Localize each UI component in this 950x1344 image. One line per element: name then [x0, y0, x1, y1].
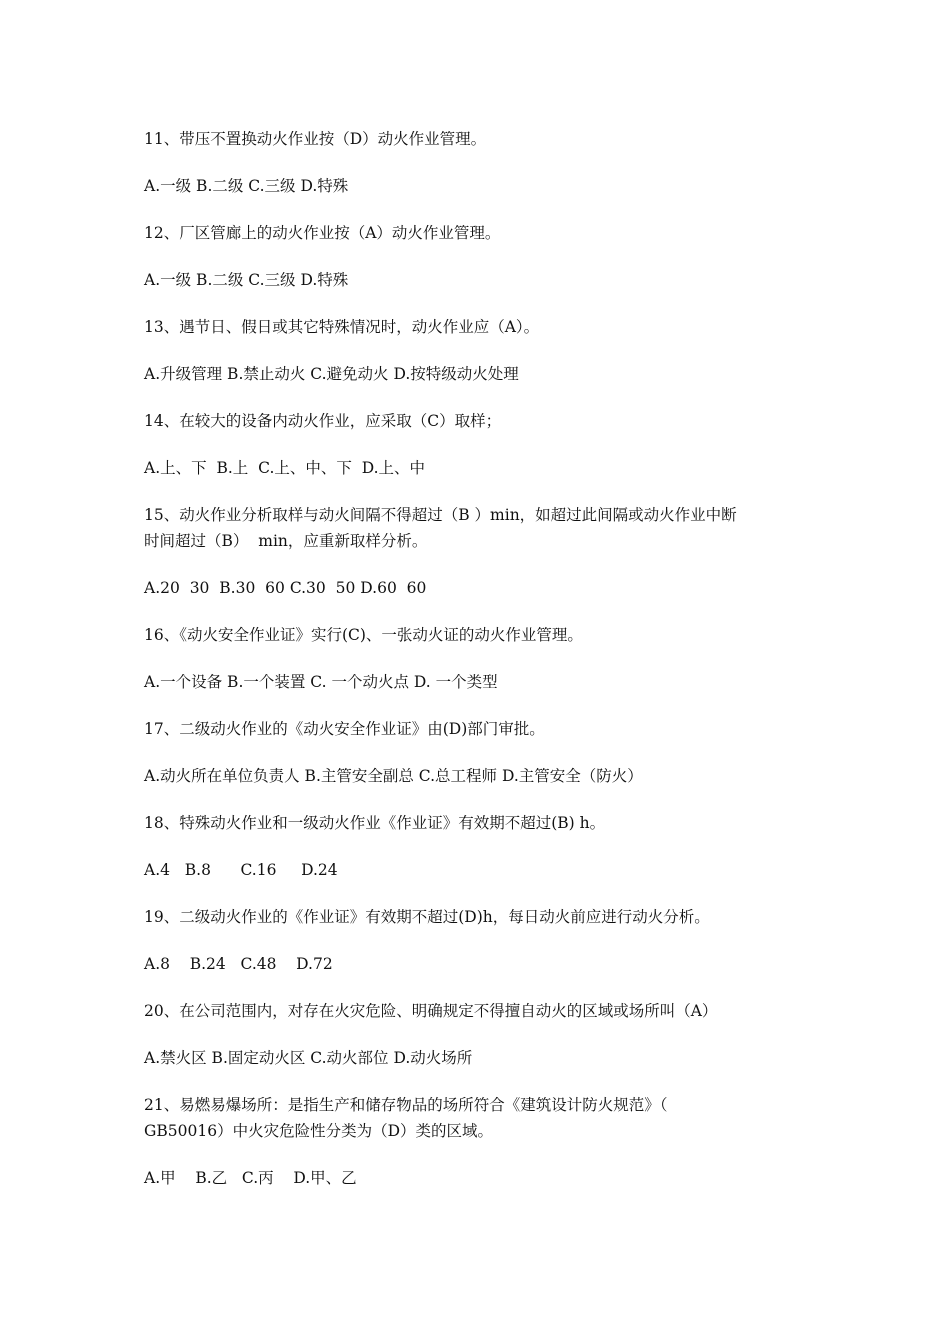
options-18: A.4 B.8 C.16 D.24: [144, 861, 338, 879]
question-20: 20、在公司范围内，对存在火灾危险、明确规定不得擅自动火的区域或场所叫（A）: [144, 1002, 718, 1020]
question-19: 19、二级动火作业的《作业证》有效期不超过(D)h，每日动火前应进行动火分析。: [144, 908, 710, 926]
options-17: A.动火所在单位负责人 B.主管安全副总 C.总工程师 D.主管安全（防火）: [144, 767, 643, 785]
options-14: A.上、下 B.上 C.上、中、下 D.上、中: [144, 459, 426, 477]
question-17: 17、二级动火作业的《动火安全作业证》由(D)部门审批。: [144, 720, 545, 738]
question-15: 15、动火作业分析取样与动火间隔不得超过（B ）min，如超过此间隔或动火作业中断 时间超过（B） min，应重新取样分析。: [144, 506, 737, 550]
question-14: 14、在较大的设备内动火作业，应采取（C）取样；: [144, 412, 502, 430]
options-15: A.20 30 B.30 60 C.30 50 D.60 60: [144, 579, 427, 597]
options-12: A.一级 B.二级 C.三级 D.特殊: [144, 271, 349, 289]
question-12: 12、厂区管廊上的动火作业按（A）动火作业管理。: [144, 224, 501, 242]
question-16: 16、《动火安全作业证》实行(C)、一张动火证的动火作业管理。: [144, 626, 583, 644]
question-21: 21、易燃易爆场所：是指生产和储存物品的场所符合《建筑设计防火规范》（ GB50016）中火灾危险性分类为（D）类的区域。: [144, 1096, 668, 1140]
document-body: [144, 126, 816, 1212]
options-16: A.一个设备 B.一个装置 C. 一个动火点 D. 一个类型: [144, 673, 498, 691]
options-13: A.升级管理 B.禁止动火 C.避免动火 D.按特级动火处理: [144, 365, 519, 383]
options-20: A.禁火区 B.固定动火区 C.动火部位 D.动火场所: [144, 1049, 473, 1067]
question-13: 13、遇节日、假日或其它特殊情况时，动火作业应（A）。: [144, 318, 540, 336]
options-11: A.一级 B.二级 C.三级 D.特殊: [144, 177, 349, 195]
options-21: A.甲 B.乙 C.丙 D.甲、乙: [144, 1169, 357, 1187]
question-18: 18、特殊动火作业和一级动火作业《作业证》有效期不超过(B) h。: [144, 814, 606, 832]
options-19: A.8 B.24 C.48 D.72: [144, 955, 333, 973]
question-11: 11、带压不置换动火作业按（D）动火作业管理。: [144, 130, 487, 148]
